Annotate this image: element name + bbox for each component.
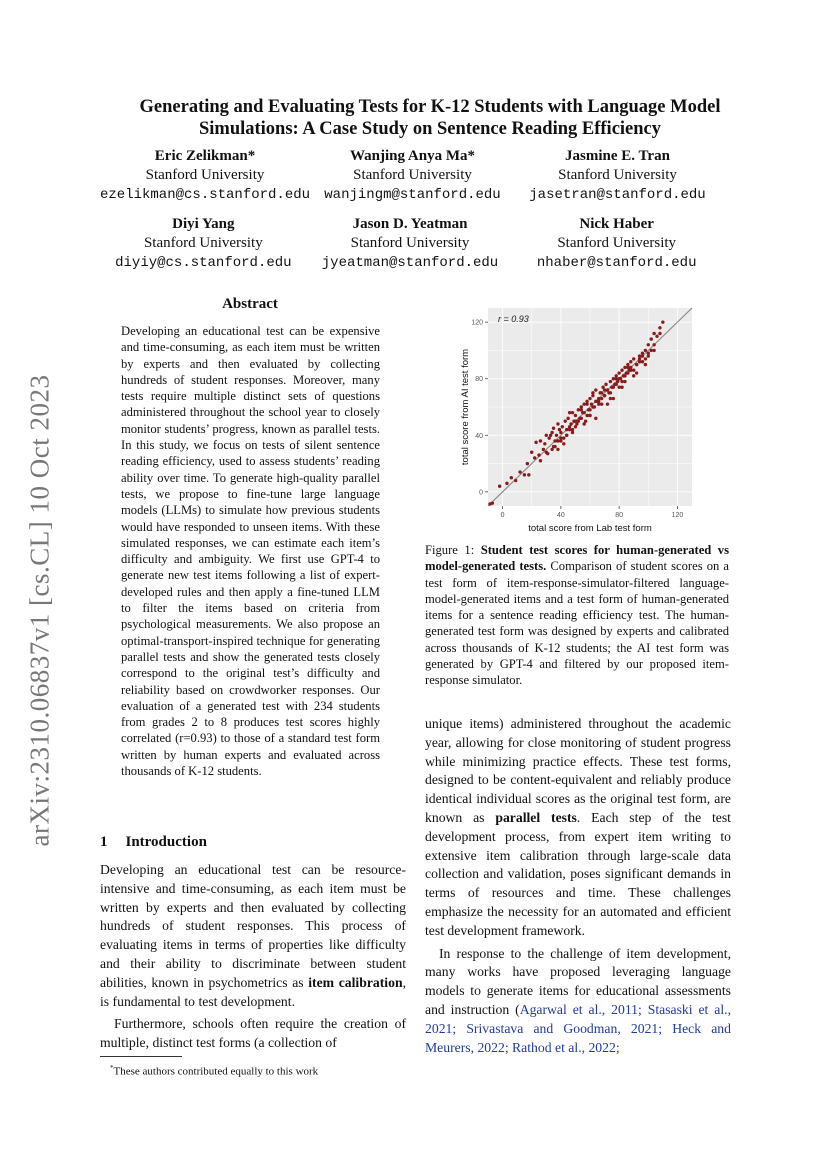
author-email[interactable]: nhaber@stanford.edu xyxy=(536,255,697,271)
data-point xyxy=(638,357,641,360)
data-point xyxy=(658,326,661,329)
data-point xyxy=(542,448,545,451)
data-point xyxy=(582,411,585,414)
author-name: Wanjing Anya Ma* xyxy=(349,148,476,164)
data-point xyxy=(617,386,620,389)
abstract-text: Developing an educational test can be expensive and time-consuming, as each item must be written by experts and then evaluated by collecting hundreds of student responses. Moreover, many tests require multiple distinct sets of questions administered throughout the school year to closely monitor students’ progress, known as parallel tests. In this study, we focus on tests of silent sentence reading efficiency, used to assess students’ reading ability over time. To generate high-quality parallel tests, we propose to fine-tune large language models (LLMs) to simulate how previous students would have responded to unseen items. With these simulated responses, we can estimate each item’s difficulty and ambiguity. We first use GPT-4 to generate new test items following a list of expert-developed rules and then apply a fine-tuned LLM to filter the items based on criteria from psychological measurements. We also propose an optimal-transport-inspired technique for generating parallel tests and show the generated tests closely correspond to the original test’s difficulty and reliability based on crowdworker responses. Our evaluation of a generated test with 234 students from grades 2 to 8 produces test scores highly correlated (r=0.93) to those of a standard test form written by human experts and evaluated across thousands of K-12 students. xyxy=(121,324,380,779)
right-p1-text-a: unique items) administered throughout the academic year, allowing for close monitoring of student progress while minimizing practice effects. These test forms, designed to be content-equivalent and reliably produce identical individual scores as the original test form, are known as xyxy=(425,716,731,825)
author-entry xyxy=(100,147,310,205)
data-point xyxy=(550,448,553,451)
data-point xyxy=(498,485,501,488)
intro-right-column xyxy=(425,715,731,1057)
data-point xyxy=(612,386,615,389)
data-point xyxy=(617,377,620,380)
intro-p1-text-b: , is fundamental to test development. xyxy=(100,974,406,1009)
data-point xyxy=(644,357,647,360)
correlation-annotation: r = 0.93 xyxy=(498,314,529,324)
right-paragraph-1 xyxy=(425,715,731,941)
author-email[interactable]: jasetran@stanford.edu xyxy=(529,187,706,203)
data-point xyxy=(530,451,533,454)
data-point xyxy=(635,371,638,374)
footnote xyxy=(110,1062,318,1079)
author-email[interactable]: jyeatman@stanford.edu xyxy=(321,255,499,271)
data-point xyxy=(559,431,562,434)
author-affiliation: Stanford University xyxy=(350,235,470,251)
author-affiliation: Stanford University xyxy=(145,167,265,183)
data-point xyxy=(565,428,568,431)
data-point xyxy=(565,434,568,437)
scatter-svg xyxy=(446,303,696,538)
data-point xyxy=(594,417,597,420)
data-point xyxy=(626,371,629,374)
y-tick-label: 120 xyxy=(471,319,483,327)
data-point xyxy=(629,360,632,363)
data-point xyxy=(588,408,591,411)
data-point xyxy=(594,400,597,403)
data-point xyxy=(647,343,650,346)
author-affiliation: Stanford University xyxy=(143,235,263,251)
data-point xyxy=(577,419,580,422)
data-point xyxy=(580,417,583,420)
data-point xyxy=(562,442,565,445)
intro-left-column xyxy=(100,861,406,1053)
data-point xyxy=(606,388,609,391)
intro-paragraph-2: Furthermore, schools often require the creation of multiple, distinct test forms (a collection of xyxy=(100,1016,406,1051)
data-point xyxy=(615,377,618,380)
data-point xyxy=(603,388,606,391)
data-point xyxy=(609,380,612,383)
data-point xyxy=(647,354,650,357)
data-point xyxy=(623,374,626,377)
data-point xyxy=(561,425,564,428)
data-point xyxy=(588,414,591,417)
data-point xyxy=(568,428,571,431)
author-entry xyxy=(513,215,720,273)
intro-p1-bold: item calibration xyxy=(308,974,403,990)
data-point xyxy=(655,335,658,338)
x-tick-label: 80 xyxy=(615,512,624,519)
abstract-heading: Abstract xyxy=(222,296,278,312)
author-affiliation: Stanford University xyxy=(557,235,677,251)
data-point xyxy=(591,391,594,394)
author-name: Eric Zelikman* xyxy=(154,148,256,164)
paper-title xyxy=(80,96,780,140)
data-point xyxy=(505,482,508,485)
data-point xyxy=(568,411,571,414)
data-point xyxy=(514,479,517,482)
arxiv-sidebar xyxy=(20,360,60,860)
data-point xyxy=(491,501,494,504)
data-point xyxy=(556,422,559,425)
right-p1-text-b: . Each step of the test development process, from expert item writing to extensive item calibration through large-scale data collection and validation, poses significant demands in terms of resources and time. These challenges emphasize the necessity for an automated and efficient test development framework. xyxy=(425,809,731,938)
arxiv-identifier: arXiv:2310.06837v1 [cs.CL] 10 Oct 2023 xyxy=(24,374,55,846)
x-tick-label: 40 xyxy=(556,512,565,519)
data-point xyxy=(620,369,623,372)
data-point xyxy=(534,441,537,444)
data-point xyxy=(562,436,565,439)
data-point xyxy=(585,402,588,405)
footnote-text: These authors contributed equally to this work xyxy=(113,1065,319,1078)
data-point xyxy=(604,383,607,386)
intro-p1-text-a: Developing an educational test can be resource-intensive and time-consuming, as each item must be written by experts and then evaluated by collecting hundreds of student responses. This process of evaluating items in terms of properties like difficulty and their ability to discriminate between student abilities, known in psychometrics as xyxy=(100,862,406,990)
data-point xyxy=(539,459,542,462)
author-email[interactable]: diyiy@cs.stanford.edu xyxy=(115,255,292,271)
data-point xyxy=(569,422,572,425)
data-point xyxy=(533,456,536,459)
data-point xyxy=(620,386,623,389)
author-affiliation: Stanford University xyxy=(558,167,677,183)
data-point xyxy=(527,473,530,476)
author-email[interactable]: ezelikman@cs.stanford.edu xyxy=(100,187,311,203)
data-point xyxy=(623,380,626,383)
data-point xyxy=(553,439,556,442)
data-point xyxy=(650,337,653,340)
data-point xyxy=(644,349,647,352)
data-point xyxy=(606,402,609,405)
figure-1-scatter-plot xyxy=(446,303,696,538)
author-name: Jason D. Yeatman xyxy=(352,216,468,232)
data-point xyxy=(582,422,585,425)
author-block xyxy=(100,147,720,283)
citation-links[interactable]: Agarwal et al., 2011; Stasaski et al., 2021; Srivastava and Goodman, 2021; Heck and Meurers, 2022; Rathod et al., 2022; xyxy=(425,1001,731,1055)
title-line-1: Generating and Evaluating Tests for K-12 Students with Language Model xyxy=(139,97,721,117)
author-row-1 xyxy=(100,147,720,205)
data-point xyxy=(623,366,626,369)
data-point xyxy=(626,366,629,369)
data-point xyxy=(650,349,653,352)
author-entry xyxy=(310,147,515,205)
data-point xyxy=(571,428,574,431)
data-point xyxy=(574,414,577,417)
data-point xyxy=(571,411,574,414)
footnote-mark: * xyxy=(110,1064,114,1072)
data-point xyxy=(641,354,644,357)
author-name: Jasmine E. Tran xyxy=(565,148,670,164)
section-title: Introduction xyxy=(125,834,207,850)
y-axis-label: total score from AI test form xyxy=(460,348,471,466)
data-point xyxy=(559,439,562,442)
right-paragraph-2 xyxy=(425,945,731,1058)
data-point xyxy=(629,369,632,372)
data-point xyxy=(556,448,559,451)
data-point xyxy=(612,397,615,400)
data-point xyxy=(518,470,521,473)
right-p1-bold: parallel tests xyxy=(495,809,577,825)
author-entry xyxy=(100,215,307,273)
caption-bold: Student test scores for human-generated vs model-generated tests. xyxy=(425,543,730,574)
footnote-divider xyxy=(100,1056,182,1057)
caption-text: Comparison of student scores on a test form of item-response-simulator-filtered language-model-generated items and a test form of human-generated items for a sentence reading efficiency test. The human-generated test form was designed by experts and calibrated across thousands of K-12 students; the AI test form was generated by GPT-4 and filtered by our proposed item-response simulator. xyxy=(425,559,729,688)
figure-caption xyxy=(425,542,729,689)
caption-label: Figure 1: xyxy=(425,543,481,557)
data-point xyxy=(632,369,635,372)
data-point xyxy=(555,434,558,437)
data-point xyxy=(526,462,529,465)
data-point xyxy=(523,473,526,476)
author-entry xyxy=(515,147,720,205)
data-point xyxy=(615,383,618,386)
data-point xyxy=(545,434,548,437)
y-tick-label: 80 xyxy=(475,376,483,384)
data-point xyxy=(543,442,546,445)
data-point xyxy=(652,332,655,335)
data-point xyxy=(609,391,612,394)
author-row-2 xyxy=(100,215,720,273)
author-email[interactable]: wanjingm@stanford.edu xyxy=(324,187,501,203)
y-tick-label: 40 xyxy=(475,432,483,440)
data-point xyxy=(632,357,635,360)
data-point xyxy=(588,397,591,400)
author-affiliation: Stanford University xyxy=(353,167,472,183)
data-point xyxy=(564,419,567,422)
data-point xyxy=(632,374,635,377)
data-point xyxy=(620,380,623,383)
x-tick-label: 120 xyxy=(671,512,684,519)
data-point xyxy=(609,397,612,400)
data-point xyxy=(594,388,597,391)
data-point xyxy=(574,419,577,422)
data-point xyxy=(600,402,603,405)
intro-paragraph-1 xyxy=(100,861,406,1011)
section-number: 1 xyxy=(100,834,108,850)
author-name: Diyi Yang xyxy=(172,216,235,232)
data-point xyxy=(612,377,615,380)
x-axis-label: total score from Lab test form xyxy=(528,523,652,534)
data-point xyxy=(539,439,542,442)
data-point xyxy=(635,363,638,366)
data-point xyxy=(617,371,620,374)
data-point xyxy=(537,453,540,456)
data-point xyxy=(582,402,585,405)
data-point xyxy=(566,417,569,420)
data-point xyxy=(644,363,647,366)
y-axis-ticks xyxy=(471,320,488,497)
data-point xyxy=(545,451,548,454)
data-point xyxy=(652,343,655,346)
x-axis-ticks xyxy=(501,506,684,519)
right-p2-text: In response to the challenge of item development, many works have proposed leveraging language models to generate items for educational assessments and instruction ( xyxy=(425,945,731,1017)
y-tick-label: 0 xyxy=(479,489,483,497)
data-point xyxy=(603,394,606,397)
x-tick-label: 0 xyxy=(500,512,505,519)
data-point xyxy=(553,445,556,448)
data-point xyxy=(574,425,577,428)
data-point xyxy=(641,360,644,363)
data-point xyxy=(597,400,600,403)
data-point xyxy=(652,349,655,352)
data-point xyxy=(550,431,553,434)
data-point xyxy=(600,391,603,394)
data-point xyxy=(658,332,661,335)
author-entry xyxy=(307,215,514,273)
data-point xyxy=(552,427,555,430)
data-point xyxy=(577,408,580,411)
section-heading xyxy=(100,834,207,851)
data-point xyxy=(556,439,559,442)
author-name: Nick Haber xyxy=(579,216,654,232)
title-line-2: Simulations: A Case Study on Sentence Reading Efficiency xyxy=(198,119,662,139)
data-point xyxy=(600,397,603,400)
data-point xyxy=(580,408,583,411)
data-point xyxy=(510,476,513,479)
data-point xyxy=(591,405,594,408)
data-point xyxy=(585,414,588,417)
data-point xyxy=(661,320,664,323)
